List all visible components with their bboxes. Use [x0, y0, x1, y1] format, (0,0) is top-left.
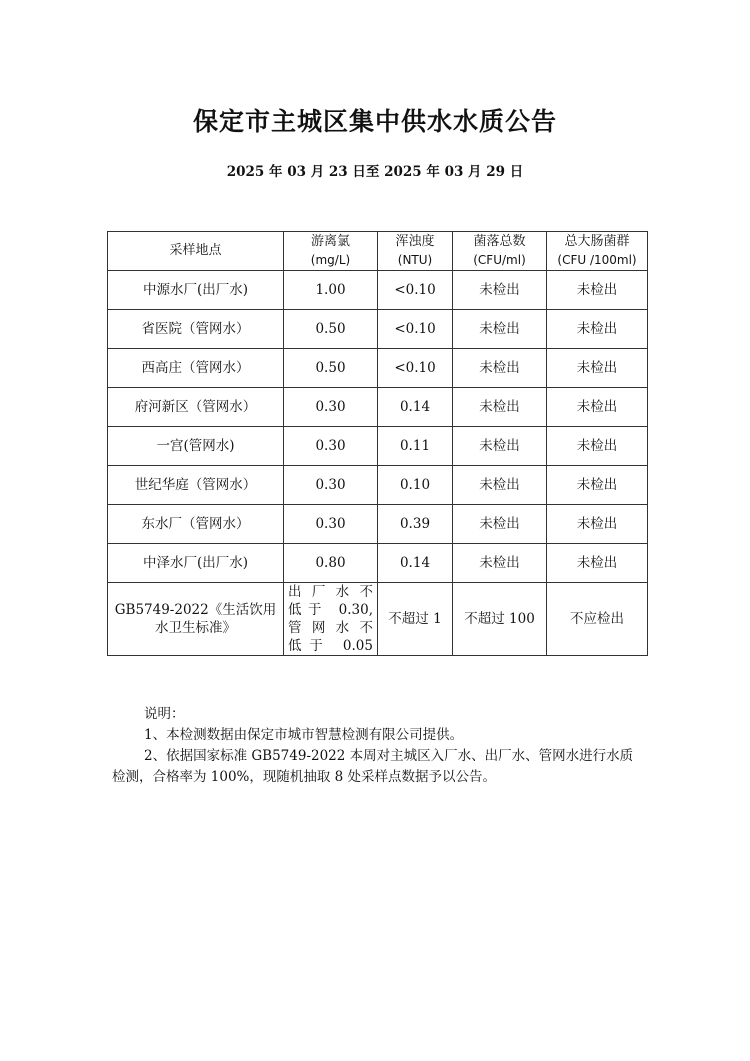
standard-chlorine-line: 管 网 水 不 [288, 620, 373, 636]
header-unit: (NTU) [397, 253, 433, 267]
table-row [108, 271, 648, 310]
header-total-coliform [547, 232, 648, 271]
notes-heading: 说明： [144, 706, 185, 722]
chlorine-cell: 0.80 [284, 544, 378, 583]
table-row [108, 388, 648, 427]
colony-cell: 未检出 [453, 505, 547, 544]
turbidity-cell: 0.11 [378, 427, 453, 466]
chlorine-cell: 1.00 [284, 271, 378, 310]
header-colony-count [453, 232, 547, 271]
chlorine-cell: 0.30 [284, 388, 378, 427]
note-item: 2、依据国家标准 GB5749-2022 本周对主城区入厂水、出厂水、管网水进行水质检测，合格率为 100%，现随机抽取 8 处采样点数据予以公告。 [112, 748, 634, 785]
turbidity-cell: 0.14 [378, 544, 453, 583]
header-free-chlorine [284, 232, 378, 271]
colony-cell: 未检出 [453, 427, 547, 466]
colony-cell: 未检出 [453, 388, 547, 427]
turbidity-cell: <0.10 [378, 271, 453, 310]
standard-row [108, 583, 648, 656]
table-row [108, 427, 648, 466]
coliform-cell: 未检出 [547, 544, 648, 583]
header-label: 浑浊度 [395, 234, 435, 249]
header-label: 游离氯 [310, 234, 350, 249]
colony-cell: 未检出 [453, 544, 547, 583]
water-quality-table [107, 231, 648, 656]
standard-name-line: 水卫生标准》 [155, 620, 236, 636]
coliform-cell: 未检出 [547, 427, 648, 466]
standard-coliform-cell: 不应检出 [547, 583, 648, 656]
note-item: 1、本检测数据由保定市城市智慧检测有限公司提供。 [144, 727, 464, 743]
header-unit: (CFU/ml) [473, 253, 526, 267]
header-turbidity [378, 232, 453, 271]
turbidity-cell: <0.10 [378, 310, 453, 349]
chlorine-cell: 0.50 [284, 310, 378, 349]
table-row [108, 505, 648, 544]
header-unit: (CFU /100ml) [557, 253, 637, 267]
header-label: 采样地点 [169, 243, 222, 258]
colony-cell: 未检出 [453, 349, 547, 388]
date-range: 2025 年 03 月 23 日至 2025 年 03 月 29 日 [226, 164, 524, 180]
header-sampling-site [108, 232, 284, 271]
standard-name-line: GB5749-2022《生活饮用 [114, 602, 277, 618]
table-row [108, 310, 648, 349]
standard-turbidity-cell: 不超过 1 [378, 583, 453, 656]
coliform-cell: 未检出 [547, 349, 648, 388]
chlorine-cell: 0.30 [284, 505, 378, 544]
site-cell: 东水厂（管网水） [108, 505, 284, 544]
table-row [108, 544, 648, 583]
coliform-cell: 未检出 [547, 505, 648, 544]
site-cell: 中源水厂(出厂水) [108, 271, 284, 310]
page-title: 保定市主城区集中供水水质公告 [192, 107, 557, 136]
colony-cell: 未检出 [453, 310, 547, 349]
site-cell: 世纪华庭（管网水） [108, 466, 284, 505]
coliform-cell: 未检出 [547, 388, 648, 427]
header-label: 总大肠菌群 [564, 234, 630, 249]
coliform-cell: 未检出 [547, 310, 648, 349]
colony-cell: 未检出 [453, 271, 547, 310]
site-cell: 西高庄（管网水） [108, 349, 284, 388]
site-cell: 一宫(管网水) [108, 427, 284, 466]
site-cell: 中泽水厂(出厂水) [108, 544, 284, 583]
coliform-cell: 未检出 [547, 271, 648, 310]
notes-section [112, 704, 642, 788]
site-cell: 省医院（管网水） [108, 310, 284, 349]
standard-colony-cell: 不超过 100 [453, 583, 547, 656]
header-label: 菌落总数 [473, 234, 526, 249]
colony-cell: 未检出 [453, 466, 547, 505]
turbidity-cell: 0.10 [378, 466, 453, 505]
standard-chlorine-line: 低于 0.30, [288, 602, 373, 618]
chlorine-cell: 0.50 [284, 349, 378, 388]
turbidity-cell: 0.14 [378, 388, 453, 427]
chlorine-cell: 0.30 [284, 466, 378, 505]
header-unit: (mg/L) [310, 253, 351, 267]
table-row [108, 466, 648, 505]
standard-chlorine-cell [284, 583, 378, 656]
standard-chlorine-line: 低于 0.05 [288, 638, 373, 654]
site-cell: 府河新区（管网水） [108, 388, 284, 427]
table-row [108, 349, 648, 388]
coliform-cell: 未检出 [547, 466, 648, 505]
chlorine-cell: 0.30 [284, 427, 378, 466]
standard-chlorine-line: 出 厂 水 不 [288, 584, 373, 600]
standard-name-cell [108, 583, 284, 656]
turbidity-cell: 0.39 [378, 505, 453, 544]
turbidity-cell: <0.10 [378, 349, 453, 388]
table-header-row [108, 232, 648, 271]
